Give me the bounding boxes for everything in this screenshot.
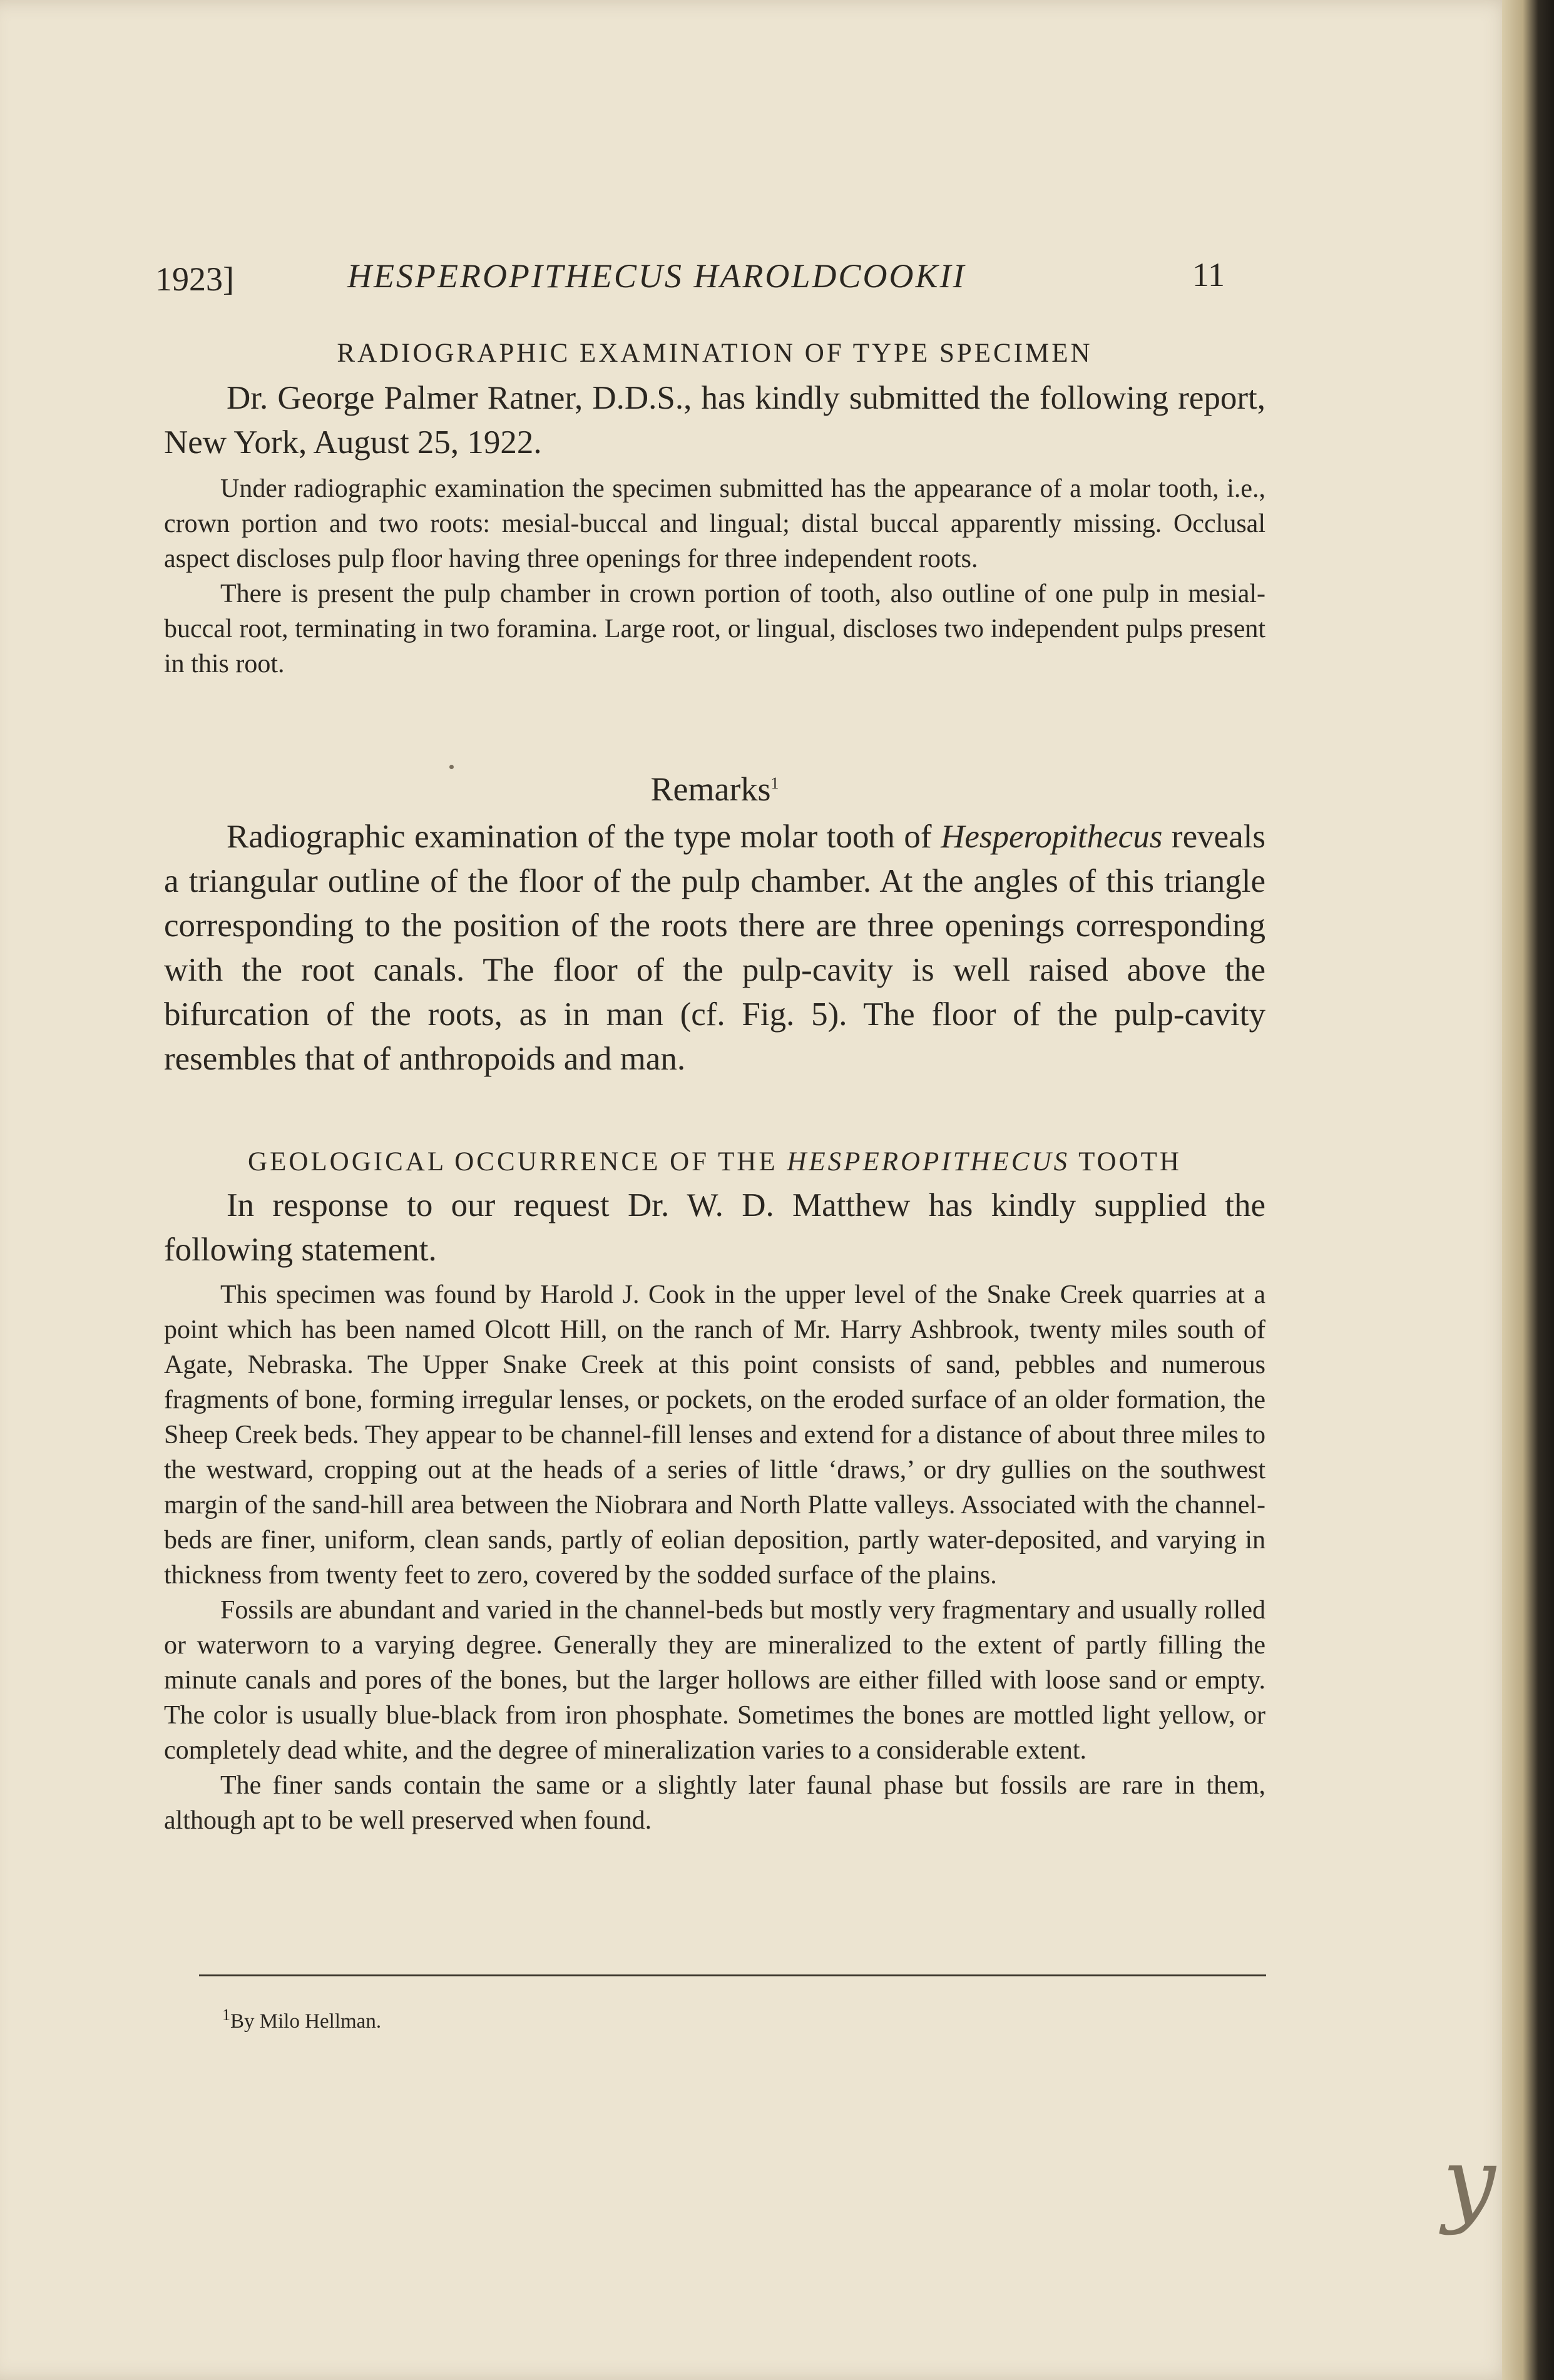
- geological-heading-start: GEOLOGICAL OCCURRENCE OF THE: [248, 1147, 787, 1177]
- running-header-year: 1923]: [155, 260, 234, 298]
- geological-heading-end: TOOTH: [1070, 1147, 1182, 1177]
- geological-section: [164, 1147, 1265, 1838]
- geological-paragraph-2: Fossils are abundant and varied in the channel-beds but mostly very fragmentary and usually rolled or waterworn to a varying degree. Generally they are mineralized to the extent of partly filling the minute canals and pores of the bones, but the larger hollows are either filled with loose sand or empty. The color is usually blue-black from iron phosphate. Sometimes the bones are mottled light yellow, or completely dead white, and the degree of mineralization varies to a considerable extent.: [164, 1596, 1265, 1765]
- radiographic-report-paragraph-1: Under radiographic examination the specimen submitted has the appearance of a molar tooth, i.e., crown portion and two roots: mesial-buccal and lingual; distal buccal apparently missing. Occlusal aspect discloses pulp floor having three openings for three independent roots.: [164, 474, 1265, 573]
- remarks-text-start: Radiographic examination of the type molar tooth of: [227, 819, 941, 855]
- radiographic-heading: RADIOGRAPHIC EXAMINATION OF TYPE SPECIMEN: [337, 339, 1093, 368]
- geological-heading-genus: HESPEROPITHECUS: [787, 1147, 1070, 1177]
- remarks-heading: [164, 770, 1265, 809]
- geological-paragraph-1: This specimen was found by Harold J. Cook in the upper level of the Snake Creek quarries at a point which has been named Olcott Hill, on the ranch of Mr. Harry Ashbrook, twenty miles south of Agate, Nebraska. The Upper Snake Creek at this point consists of sand, pebbles and numerous fragments of bone, forming irregular lenses, or pockets, on the eroded surface of an older formation, the Sheep Creek beds. They appear to be channel-fill lenses and extend for a distance of about three miles to the westward, cropping out at the heads of a series of little ‘draws,’ or dry gullies on the southwest margin of the sand-hill area between the Niobrara and North Platte valleys. Associated with the channel-beds are finer, uniform, clean sands, partly of eolian deposition, partly water-deposited, and varying in thickness from twenty feet to zero, covered by the sodded surface of the plains.: [164, 1280, 1265, 1590]
- radiographic-section: [164, 338, 1265, 682]
- remarks-section: [164, 770, 1265, 1081]
- footnote: [222, 2006, 381, 2033]
- page-number: 11: [1192, 256, 1225, 294]
- footnote-marker: 1: [222, 2006, 230, 2024]
- radiographic-report-paragraph-2: There is present the pulp chamber in crown portion of tooth, also outline of one pulp in mesial-buccal root, terminating in two foramina. Large root, or lingual, discloses two independent pulps present in this root.: [164, 580, 1265, 678]
- remarks-genus: Hesperopithecus: [941, 819, 1163, 855]
- running-header-title: HESPEROPITHECUS HAROLDCOOKII: [347, 257, 966, 295]
- footnote-rule: [199, 1974, 1266, 1976]
- remarks-heading-text: Remarks: [650, 770, 771, 808]
- geological-paragraph-3: The finer sands contain the same or a slightly later faunal phase but fossils are rare in them, although apt to be well preserved when found.: [164, 1771, 1265, 1835]
- geological-heading: [164, 1147, 1265, 1177]
- footnote-ref: 1: [770, 774, 779, 792]
- geological-intro: In response to our request Dr. W. D. Matthew has kindly supplied the following statement.: [164, 1187, 1265, 1268]
- remarks-text-end: reveals a triangular outline of the floor of the pulp chamber. At the angles of this triangle corresponding to the position of the roots there are three openings corresponding with the root canals. The floor of the pulp-cavity is well raised above the bifurcation of the roots, as in man (cf. Fig. 5). The floor of the pulp-cavity resembles that of anthropoids and man.: [164, 819, 1265, 1077]
- radiographic-intro: Dr. George Palmer Ratner, D.D.S., has kindly submitted the following report, New York, August 25, 1922.: [164, 380, 1265, 461]
- remarks-paragraph: [164, 815, 1265, 1081]
- page-edge-shadow: [1502, 0, 1554, 2380]
- ink-speck: [449, 765, 454, 769]
- footnote-text: By Milo Hellman.: [230, 2010, 382, 2033]
- handwritten-margin-mark: y: [1443, 2128, 1496, 2237]
